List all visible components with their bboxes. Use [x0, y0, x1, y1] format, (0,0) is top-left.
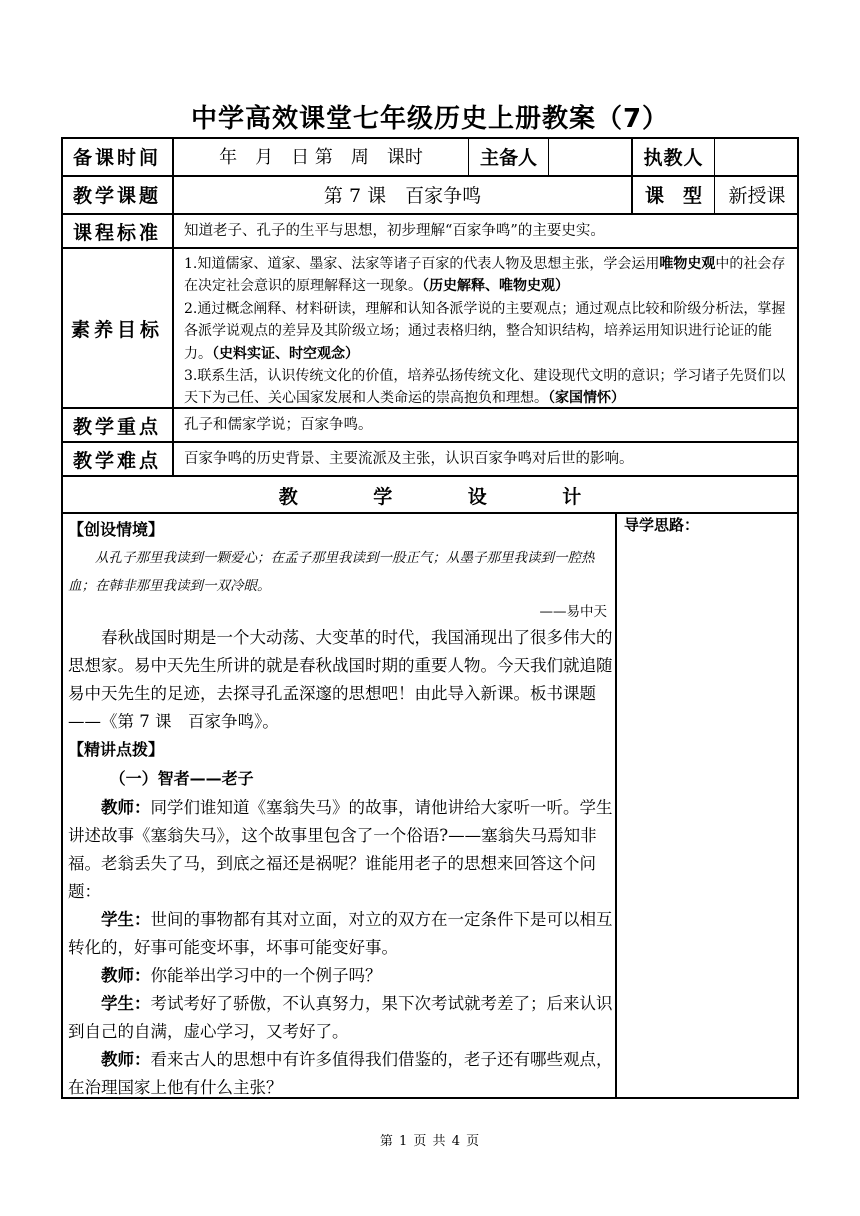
quote-source: ——易中天	[539, 604, 607, 620]
section-heading: 【创设情境】	[68, 520, 165, 539]
curriculum-standard-label: 课程标准	[72, 221, 161, 244]
key-points-label: 教学重点	[72, 415, 161, 438]
dialog-line: 教师：你能举出学习中的一个例子吗？	[101, 966, 382, 985]
prep-time-fields: 年 月 日 第 周 课时	[219, 147, 423, 168]
lesson-type-value: 新授课	[728, 185, 786, 207]
dialog-line: 教师：同学们谁知道《塞翁失马》的故事，请他讲给大家听一听。学生讲述故事《塞翁失马》，这个故事里包含了一个俗语?——塞翁失马焉知非福。老翁丢失了马，到底之福还是祸呢？谁能用老子的思想来回答这个问题：	[68, 798, 613, 901]
author-label: 主备人	[479, 146, 537, 169]
design-char: 设	[467, 485, 487, 508]
design-char: 学	[373, 485, 393, 508]
design-char: 教	[278, 485, 298, 508]
section-heading: 【精讲点拨】	[68, 740, 165, 759]
teaching-design-header	[61, 480, 799, 510]
teacher-value	[715, 137, 799, 175]
lesson-type-label: 课 型	[644, 185, 702, 207]
difficulties-label: 教学难点	[72, 449, 161, 472]
guide-notes-title: 导学思路：	[624, 516, 700, 534]
key-points-text: 孔子和儒家学说；百家争鸣。	[184, 417, 373, 433]
dialog-line: 教师：看来古人的思想中有许多值得我们借鉴的，老子还有哪些观点，在治理国家上他有什么主张？	[68, 1050, 613, 1097]
opening-quote: 从孔子那里我读到一颗爱心；在孟子那里我读到一股正气；从墨子那里我读到一腔热血；在韩非那里我读到一双冷眼。	[68, 550, 595, 594]
difficulties-text: 百家争鸣的历史背景、主要流派及主张，认识百家争鸣对后世的影响。	[184, 451, 634, 467]
column-divider	[615, 512, 617, 1099]
page-title: 中学高效课堂七年级历史上册教案（7）	[190, 104, 670, 134]
literacy-goals	[174, 249, 799, 407]
subsection-heading: （一）智者——老子	[109, 769, 254, 788]
dialog-line: 学生：世间的事物都有其对立面，对立的双方在一定条件下是可以相互转化的，好事可能变坏事，坏事可能变好事。	[68, 910, 613, 957]
literacy-goals-label: 素养目标	[70, 318, 163, 341]
intro-paragraph: 春秋战国时期是一个大动荡、大变革的时代，我国涌现出了很多伟大的思想家。易中天先生所讲的就是春秋战国时期的重要人物。今天我们就追随易中天先生的足迹，去探寻孔孟深邃的思想吧！由此导入新课。板书课题——《第 7 课 百家争鸣》。	[68, 628, 613, 731]
page-footer: 第 1 页 共 4 页	[379, 1134, 481, 1149]
dialog-line: 学生：考试考好了骄傲，不认真努力，果下次考试就考差了；后来认识到自己的自满，虚心学习，又考好了。	[68, 994, 613, 1041]
curriculum-standard-text: 知道老子、孔子的生平与思想，初步理解“百家争鸣”的主要史实。	[184, 223, 605, 239]
lesson-content	[68, 516, 613, 1102]
goal-3: 3.联系生活，认识传统文化的价值，培养弘扬传统文化、建设现代文明的意识；学习诸子先贤们以天下为己任、关心国家发展和人类命运的崇高抱负和理想。（家国情怀）	[184, 368, 786, 407]
author-value	[549, 137, 631, 175]
lesson-topic: 第 7 课 百家争鸣	[323, 185, 482, 207]
prep-time-label: 备课时间	[72, 146, 161, 169]
goal-2: 2.通过概念阐释、材料研读，理解和认知各派学说的主要观点；通过观点比较和阶级分析法，掌握各派学说观点的差异及其阶级立场；通过表格归纳，整合知识结构，培养运用知识进行论证的能力。（史料实证、时空观念）	[184, 300, 786, 362]
goal-1: 1.知道儒家、道家、墨家、法家等诸子百家的代表人物及思想主张，学会运用唯物史观中的社会存在决定社会意识的原理解释这一现象。（历史解释、唯物史观）	[184, 256, 786, 295]
lesson-topic-label: 教学课题	[72, 185, 161, 207]
teacher-label: 执教人	[643, 146, 704, 169]
design-char: 计	[562, 485, 582, 508]
